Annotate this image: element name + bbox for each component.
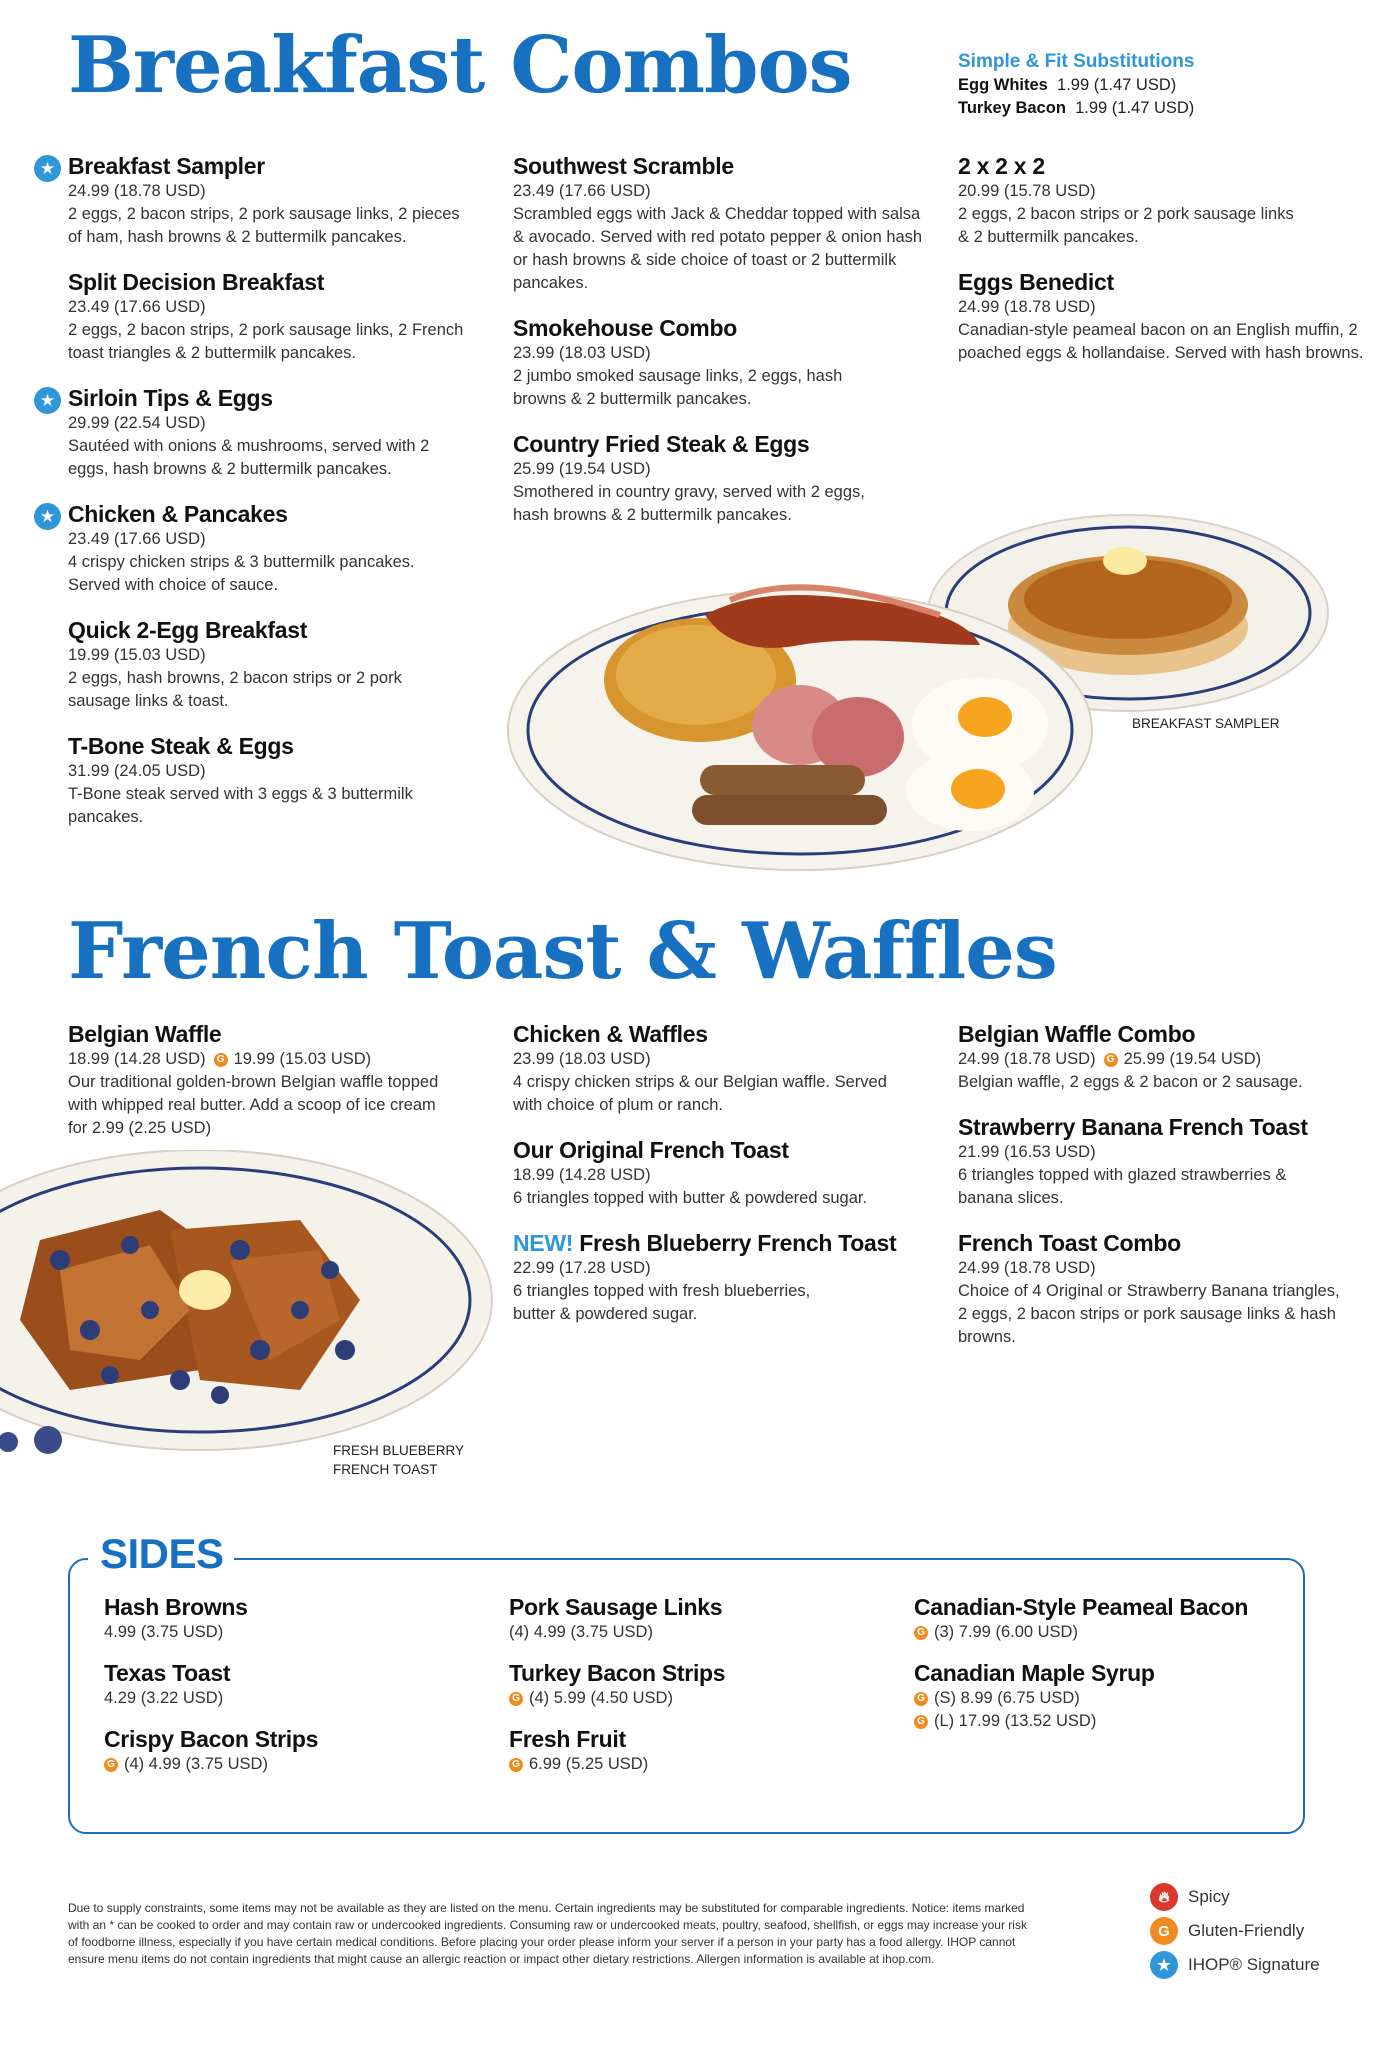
item-price: 31.99 (24.05 USD) — [68, 762, 206, 780]
item-price: 29.99 (22.54 USD) — [68, 414, 206, 432]
item-description: Choice of 4 Original or Strawberry Banana triangles, 2 eggs, 2 bacon strips or pork sausage links & hash browns. — [958, 1282, 1340, 1346]
item-description: 2 eggs, 2 bacon strips or 2 pork sausage links & 2 buttermilk pancakes. — [958, 205, 1294, 246]
item-price: (4) 4.99 (3.75 USD) — [509, 1623, 653, 1641]
item-price: G 6.99 (5.25 USD) — [509, 1753, 889, 1776]
item-name: Country Fried Steak & Eggs — [513, 431, 810, 457]
item-name: Strawberry Banana French Toast — [958, 1114, 1308, 1140]
item-name: Pork Sausage Links — [509, 1594, 723, 1620]
legend — [1150, 1880, 1320, 1982]
item-name: Chicken & Waffles — [513, 1021, 708, 1047]
menu-item — [958, 153, 1368, 249]
menu-item — [513, 1021, 933, 1117]
allergy-disclaimer: Due to supply constraints, some items may not be available as they are listed on the menu. Certain ingredients may be substituted for comparable ingredients. Notice: items marked with an * can be cooked to order and may contain raw or undercooked ingredients. Consuming raw or undercooked meats, poultry, seafood, shellfish, or eggs may increase your risk of foodborne illness, especially if you have certain medical conditions. Before placing your order please inform your server if a person in your party has a food allergy. IHOP cannot ensure menu items do not contain ingredients that might cause an allergic reaction or impact other dietary restrictions. Allergen information is available at ihop.com. — [68, 1901, 1027, 1966]
menu-item — [68, 269, 468, 365]
item-description: Our traditional golden-brown Belgian waffle topped with whipped real butter. Add a scoop of ice cream for 2.99 (2.25 USD) — [68, 1073, 439, 1137]
item-price: 4.99 (3.75 USD) — [104, 1623, 224, 1641]
sides-title: SIDES — [88, 1528, 234, 1580]
item-description: Belgian waffle, 2 eggs & 2 bacon or 2 sausage. — [958, 1073, 1303, 1091]
breakfast-column-2 — [513, 153, 933, 547]
menu-item — [39, 385, 468, 481]
item-price: 22.99 (17.28 USD) — [513, 1259, 651, 1277]
item-price: 25.99 (19.54 USD) — [513, 460, 651, 478]
item-description: 4 crispy chicken strips & 3 buttermilk pancakes. Served with choice of sauce. — [68, 553, 415, 594]
menu-item — [68, 1021, 468, 1140]
item-description: 2 eggs, hash browns, 2 bacon strips or 2 pork sausage links & toast. — [68, 669, 402, 710]
side-item — [914, 1594, 1294, 1644]
item-name: Crispy Bacon Strips — [104, 1726, 319, 1752]
item-description: Canadian-style peameal bacon on an English muffin, 2 poached eggs & hollandaise. Served with hash browns. — [958, 321, 1364, 362]
item-price: G (S) 8.99 (6.75 USD) — [914, 1687, 1294, 1710]
item-name: Belgian Waffle Combo — [958, 1021, 1196, 1047]
menu-item — [39, 501, 468, 597]
item-name: Eggs Benedict — [958, 269, 1114, 295]
french-toast-caption: FRESH BLUEBERRY FRENCH TOAST — [333, 1443, 465, 1477]
waffles-column-1 — [68, 1021, 468, 1160]
item-name: Canadian Maple Syrup — [914, 1660, 1155, 1686]
item-description: Scrambled eggs with Jack & Cheddar topped with salsa & avocado. Served with red potato pepper & onion hash or hash browns & side choice of toast or 2 buttermilk pancakes. — [513, 205, 923, 292]
sides-column-1 — [104, 1594, 484, 1792]
item-name: Split Decision Breakfast — [68, 269, 325, 295]
item-description: 6 triangles topped with glazed strawberries & banana slices. — [958, 1166, 1287, 1207]
item-description: T-Bone steak served with 3 eggs & 3 buttermilk pancakes. — [68, 785, 413, 826]
item-name: French Toast Combo — [958, 1230, 1181, 1256]
waffles-column-3 — [958, 1021, 1368, 1369]
item-name: Our Original French Toast — [513, 1137, 789, 1163]
substitution-item: Turkey Bacon 1.99 (1.47 USD) — [958, 99, 1195, 117]
side-item — [914, 1660, 1294, 1733]
substitutions-box — [958, 50, 1194, 120]
item-name: Smokehouse Combo — [513, 315, 737, 341]
item-name: 2 x 2 x 2 — [958, 153, 1045, 179]
item-price: G (4) 5.99 (4.50 USD) — [509, 1687, 889, 1710]
item-name: Texas Toast — [104, 1660, 231, 1686]
gluten-friendly-icon: G — [214, 1053, 228, 1067]
item-description: 2 jumbo smoked sausage links, 2 eggs, hash browns & 2 buttermilk pancakes. — [513, 367, 843, 408]
gluten-friendly-icon: G — [914, 1626, 928, 1640]
side-item — [509, 1660, 889, 1710]
item-name: T-Bone Steak & Eggs — [68, 733, 294, 759]
ihop-signature-icon: ★ — [34, 503, 61, 530]
gluten-friendly-icon: G — [914, 1692, 928, 1706]
menu-item — [958, 1021, 1368, 1094]
ihop-signature-icon: ★ — [34, 387, 61, 414]
item-price: 24.99 (18.78 USD) — [958, 298, 1096, 316]
ihop-signature-icon: ★ — [1150, 1951, 1178, 1979]
item-price: 20.99 (15.78 USD) — [958, 182, 1096, 200]
menu-item — [68, 617, 468, 713]
side-item — [509, 1726, 889, 1776]
side-item — [104, 1726, 484, 1776]
legend-signature: ★ IHOP® Signature — [1150, 1948, 1320, 1982]
menu-item — [513, 1230, 933, 1326]
menu-item — [513, 315, 933, 411]
substitutions-heading: Simple & Fit Substitutions — [958, 51, 1195, 72]
item-price: 23.49 (17.66 USD) — [68, 530, 206, 548]
sides-column-3 — [914, 1594, 1294, 1749]
side-item — [104, 1660, 484, 1710]
item-price: 24.99 (18.78 USD) G 25.99 (19.54 USD) — [958, 1050, 1262, 1068]
item-price: 24.99 (18.78 USD) — [68, 182, 206, 200]
breakfast-sampler-photo — [500, 495, 1350, 880]
item-name: Breakfast Sampler — [68, 153, 265, 179]
side-item — [509, 1594, 889, 1644]
breakfast-sampler-caption: BREAKFAST SAMPLER — [1132, 716, 1280, 731]
gluten-friendly-icon: G — [1150, 1917, 1178, 1945]
item-description: 6 triangles topped with fresh blueberries, butter & powdered sugar. — [513, 1282, 811, 1323]
gluten-friendly-icon: G — [509, 1692, 523, 1706]
breakfast-title: Breakfast Combos — [68, 20, 852, 111]
item-description: 2 eggs, 2 bacon strips, 2 pork sausage links, 2 pieces of ham, hash browns & 2 buttermilk pancakes. — [68, 205, 460, 246]
item-price: G (L) 17.99 (13.52 USD) — [914, 1710, 1294, 1733]
french-toast-photo — [0, 1150, 495, 1480]
gluten-friendly-icon: G — [914, 1715, 928, 1729]
side-item — [104, 1594, 484, 1644]
item-name: Sirloin Tips & Eggs — [68, 385, 273, 411]
item-price: 4.29 (3.22 USD) — [104, 1689, 224, 1707]
item-name: Canadian-Style Peameal Bacon — [914, 1594, 1249, 1620]
substitution-item: Egg Whites 1.99 (1.47 USD) — [958, 76, 1177, 94]
legend-spicy: 🔥︎ Spicy — [1150, 1880, 1320, 1914]
gluten-friendly-icon: G — [1104, 1053, 1118, 1067]
item-price: 23.49 (17.66 USD) — [513, 182, 651, 200]
item-price: 18.99 (14.28 USD) — [513, 1166, 651, 1184]
menu-item — [958, 269, 1368, 365]
menu-item — [39, 153, 468, 249]
item-price: 19.99 (15.03 USD) — [68, 646, 206, 664]
menu-item — [513, 153, 933, 295]
item-price: 18.99 (14.28 USD) G 19.99 (15.03 USD) — [68, 1050, 372, 1068]
item-price: G (4) 4.99 (3.75 USD) — [104, 1753, 484, 1776]
item-price: 23.99 (18.03 USD) — [513, 344, 651, 362]
breakfast-column-3 — [958, 153, 1368, 385]
item-name: Turkey Bacon Strips — [509, 1660, 726, 1686]
ihop-signature-icon: ★ — [34, 155, 61, 182]
breakfast-column-1 — [39, 153, 468, 849]
gluten-friendly-icon: G — [509, 1758, 523, 1772]
item-description: 2 eggs, 2 bacon strips, 2 pork sausage links, 2 French toast triangles & 2 buttermilk pancakes. — [68, 321, 464, 362]
item-name: Southwest Scramble — [513, 153, 734, 179]
waffles-title: French Toast & Waffles — [68, 906, 1057, 997]
menu-item — [958, 1230, 1368, 1349]
item-description: 6 triangles topped with butter & powdered sugar. — [513, 1189, 868, 1207]
waffles-column-2 — [513, 1021, 933, 1346]
legend-gluten: G Gluten-Friendly — [1150, 1914, 1320, 1948]
item-name: Quick 2-Egg Breakfast — [68, 617, 308, 643]
menu-item — [513, 1137, 933, 1210]
new-label: NEW! — [513, 1230, 574, 1256]
sides-column-2 — [509, 1594, 889, 1792]
spicy-icon: 🔥︎ — [1150, 1883, 1178, 1911]
item-name: Fresh Fruit — [509, 1726, 626, 1752]
item-price: 23.49 (17.66 USD) — [68, 298, 206, 316]
item-name: Belgian Waffle — [68, 1021, 222, 1047]
item-price: 21.99 (16.53 USD) — [958, 1143, 1096, 1161]
item-description: Sautéed with onions & mushrooms, served with 2 eggs, hash browns & 2 buttermilk pancakes. — [68, 437, 430, 478]
item-name: Chicken & Pancakes — [68, 501, 288, 527]
item-price: G (3) 7.99 (6.00 USD) — [914, 1621, 1294, 1644]
menu-item — [958, 1114, 1368, 1210]
item-description: 4 crispy chicken strips & our Belgian waffle. Served with choice of plum or ranch. — [513, 1073, 887, 1114]
item-price: 23.99 (18.03 USD) — [513, 1050, 651, 1068]
item-name: Hash Browns — [104, 1594, 248, 1620]
menu-item — [68, 733, 468, 829]
gluten-friendly-icon: G — [104, 1758, 118, 1772]
item-description: Smothered in country gravy, served with 2 eggs, hash browns & 2 buttermilk pancakes. — [513, 483, 865, 524]
item-name: NEW! Fresh Blueberry French Toast — [513, 1230, 897, 1256]
item-price: 24.99 (18.78 USD) — [958, 1259, 1096, 1277]
